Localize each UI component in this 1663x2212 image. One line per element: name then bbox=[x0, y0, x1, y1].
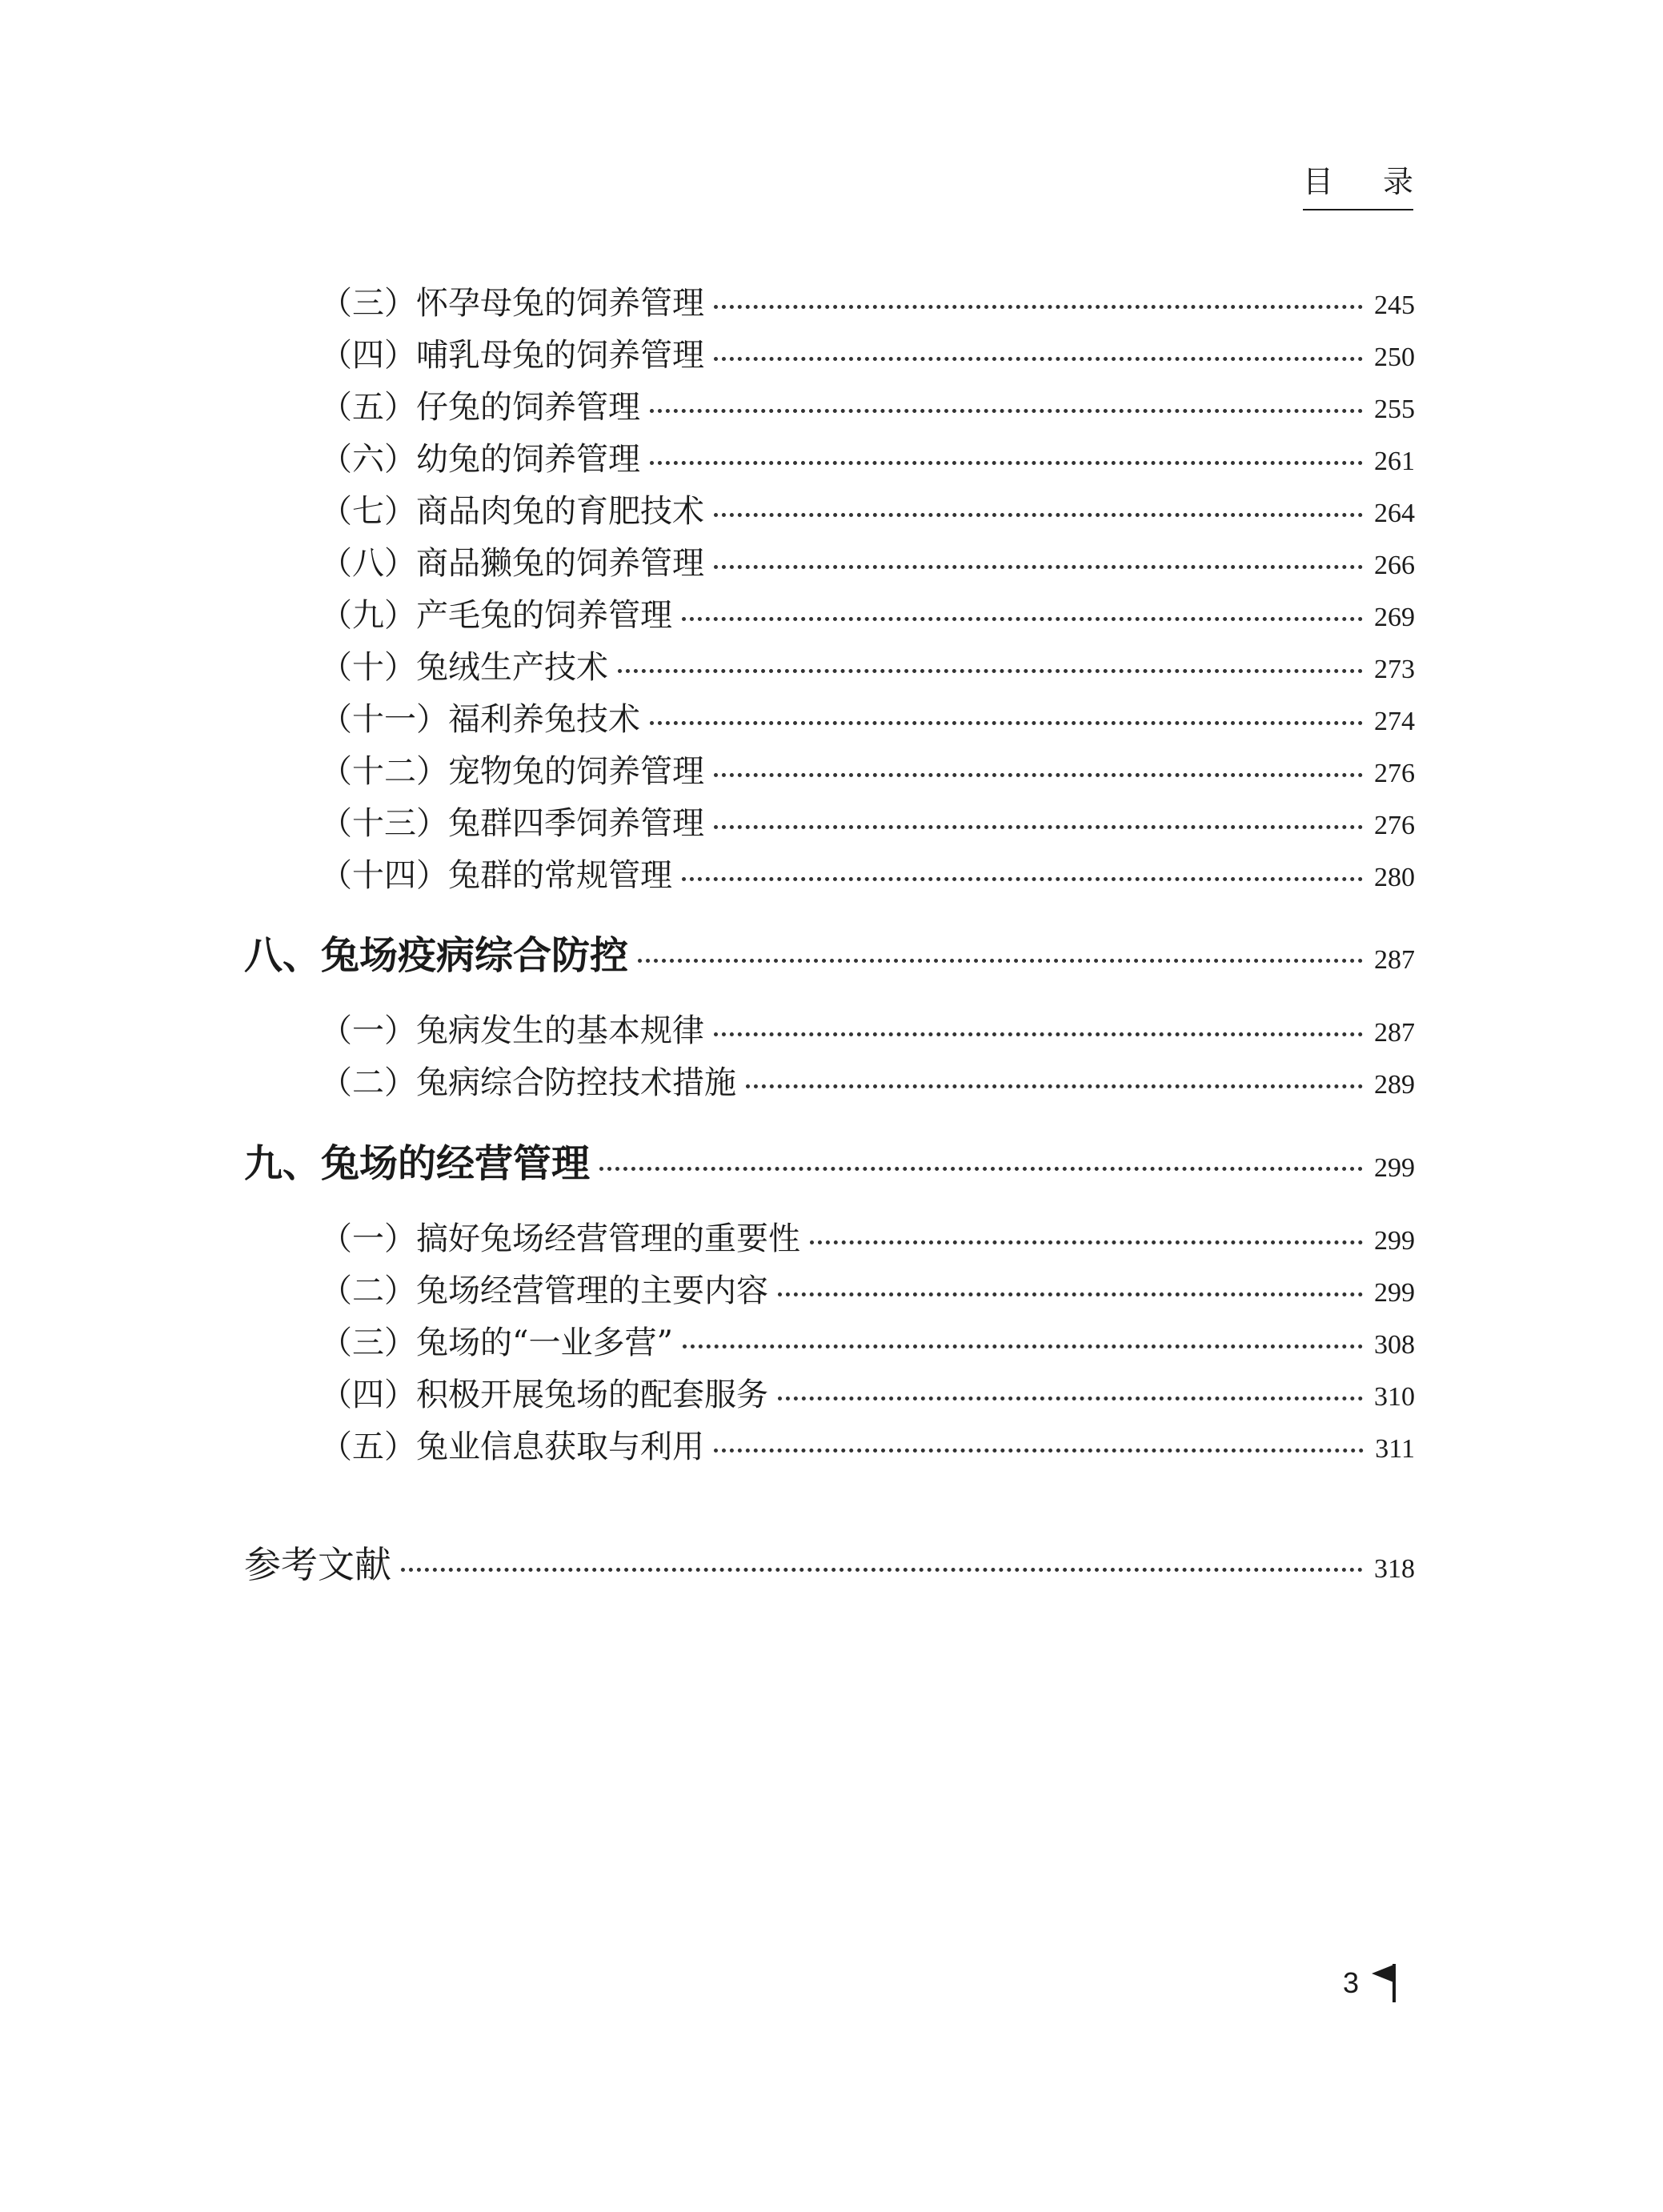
dot-leader bbox=[778, 1392, 1363, 1401]
toc-chapter-title: 九、兔场的经营管理 bbox=[244, 1141, 591, 1186]
toc-entry-title: （十三）兔群四季饲养管理 bbox=[320, 805, 704, 842]
toc-entry-title: （一）兔病发生的基本规律 bbox=[320, 1012, 704, 1049]
page-number: 3 bbox=[1343, 1966, 1360, 1999]
toc-entry-title: （九）产毛兔的饲养管理 bbox=[320, 597, 672, 634]
dot-leader bbox=[714, 1028, 1363, 1036]
toc-references-title: 参考文献 bbox=[244, 1543, 391, 1586]
toc-entry[interactable] bbox=[320, 335, 1415, 379]
toc-entry-page: 264 bbox=[1374, 499, 1415, 528]
toc-entry-title: （五）兔业信息获取与利用 bbox=[320, 1429, 704, 1465]
toc-entry-page: 276 bbox=[1374, 759, 1415, 788]
toc-entry-title: （三）怀孕母兔的饲养管理 bbox=[320, 285, 704, 322]
dot-leader bbox=[714, 508, 1363, 517]
toc-entry-title: （十一）福利养兔技术 bbox=[320, 701, 640, 738]
toc-entry-page: 273 bbox=[1374, 655, 1415, 684]
toc-entry[interactable] bbox=[320, 855, 1415, 899]
dot-leader bbox=[714, 820, 1363, 829]
toc-entry-page: 299 bbox=[1374, 1278, 1415, 1308]
dot-leader bbox=[618, 664, 1363, 673]
toc-entry-page: 245 bbox=[1374, 291, 1415, 320]
dot-leader bbox=[650, 404, 1363, 413]
toc-entry-page: 276 bbox=[1374, 811, 1415, 840]
dot-leader bbox=[650, 716, 1363, 725]
toc-entry-title: （四）积极开展兔场的配套服务 bbox=[320, 1376, 768, 1413]
toc-entry-page: 255 bbox=[1374, 395, 1415, 424]
toc-entry[interactable] bbox=[320, 699, 1415, 743]
toc-entry[interactable] bbox=[320, 283, 1415, 327]
toc-entry-page: 287 bbox=[1374, 1018, 1415, 1048]
toc-references-page: 318 bbox=[1374, 1554, 1415, 1584]
dot-leader bbox=[638, 954, 1363, 963]
toc-entry[interactable] bbox=[320, 647, 1415, 691]
toc-entry[interactable] bbox=[320, 803, 1415, 847]
toc-entry-title: （十四）兔群的常规管理 bbox=[320, 857, 672, 894]
toc-entry-page: 311 bbox=[1375, 1434, 1415, 1464]
toc-entry[interactable] bbox=[320, 543, 1415, 587]
dot-leader bbox=[714, 352, 1363, 361]
dot-leader bbox=[683, 1340, 1363, 1348]
toc-entry[interactable] bbox=[320, 491, 1415, 535]
toc-entry[interactable] bbox=[320, 1062, 1415, 1106]
toc-entry-page: 250 bbox=[1374, 343, 1415, 372]
toc-entry-title: （一）搞好兔场经营管理的重要性 bbox=[320, 1220, 800, 1257]
toc-entry-page: 274 bbox=[1374, 707, 1415, 736]
toc-entry-title: （八）商品獭兔的饲养管理 bbox=[320, 545, 704, 582]
dot-leader bbox=[810, 1236, 1363, 1244]
toc-entry-page: 289 bbox=[1374, 1070, 1415, 1100]
toc-entry-title: （三）兔场的“一业多营” bbox=[320, 1324, 673, 1361]
toc-entry-page: 266 bbox=[1374, 551, 1415, 580]
toc-entry[interactable] bbox=[320, 1270, 1415, 1314]
toc-entry-page: 299 bbox=[1374, 1226, 1415, 1256]
toc-entry[interactable] bbox=[320, 595, 1415, 639]
running-head-char: 录 bbox=[1382, 164, 1413, 199]
toc-chapter-title: 八、兔场疫病综合防控 bbox=[244, 933, 629, 978]
toc-entry-title: （五）仔兔的饲养管理 bbox=[320, 389, 640, 426]
dot-leader bbox=[746, 1080, 1363, 1088]
toc-entry[interactable] bbox=[320, 751, 1415, 795]
toc-chapter[interactable] bbox=[244, 932, 1415, 984]
running-head bbox=[1303, 164, 1413, 210]
toc-entry[interactable] bbox=[320, 1322, 1415, 1366]
toc-entry-title: （四）哺乳母兔的饲养管理 bbox=[320, 337, 704, 374]
toc-entry-title: （十二）宠物兔的饲养管理 bbox=[320, 753, 704, 790]
toc-entry-title: （二）兔场经营管理的主要内容 bbox=[320, 1272, 768, 1309]
dot-leader bbox=[714, 768, 1363, 777]
running-head-char: 目 bbox=[1303, 164, 1334, 199]
toc-entry-page: 308 bbox=[1374, 1330, 1415, 1360]
toc-entry[interactable] bbox=[320, 1374, 1415, 1418]
toc-references[interactable] bbox=[244, 1541, 1415, 1593]
dot-leader bbox=[682, 612, 1363, 621]
toc-entry[interactable] bbox=[320, 387, 1415, 431]
folio bbox=[1343, 1962, 1397, 2004]
toc-chapter-page: 287 bbox=[1374, 945, 1415, 975]
toc-entry[interactable] bbox=[320, 439, 1415, 483]
toc-entry-page: 310 bbox=[1374, 1382, 1415, 1412]
toc-entry[interactable] bbox=[320, 1010, 1415, 1054]
dot-leader bbox=[714, 560, 1363, 569]
toc-entry-title: （六）幼兔的饲养管理 bbox=[320, 441, 640, 478]
toc-chapter[interactable] bbox=[244, 1140, 1415, 1192]
dot-leader bbox=[599, 1162, 1363, 1171]
toc-chapter-page: 299 bbox=[1374, 1153, 1415, 1183]
dot-leader bbox=[401, 1563, 1363, 1572]
toc-entry-title: （七）商品肉兔的育肥技术 bbox=[320, 493, 704, 530]
dot-leader bbox=[714, 300, 1363, 309]
toc-entry-page: 269 bbox=[1374, 603, 1415, 632]
toc-entry[interactable] bbox=[320, 1218, 1415, 1262]
toc-entry-page: 280 bbox=[1374, 863, 1415, 892]
toc-entry[interactable] bbox=[320, 1426, 1415, 1470]
dot-leader bbox=[650, 456, 1363, 465]
toc-entry-title: （二）兔病综合防控技术措施 bbox=[320, 1064, 736, 1101]
page-corner-arrow-icon bbox=[1370, 1962, 1397, 2004]
toc-entry-title: （十）兔绒生产技术 bbox=[320, 649, 608, 686]
dot-leader bbox=[682, 872, 1363, 881]
toc-entry-page: 261 bbox=[1374, 447, 1415, 476]
dot-leader bbox=[714, 1444, 1364, 1453]
dot-leader bbox=[778, 1288, 1363, 1296]
